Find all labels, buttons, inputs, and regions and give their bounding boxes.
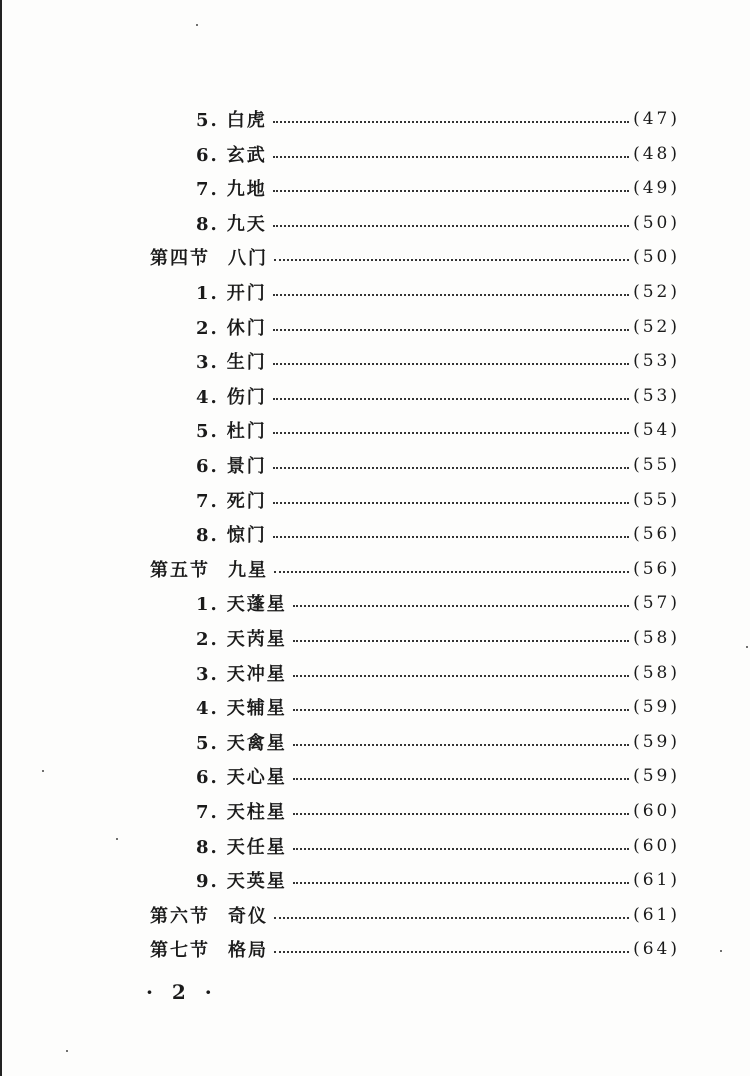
dot-leader — [274, 917, 629, 919]
toc-section-number: 第六节 — [150, 905, 210, 927]
toc-page-reference: (60) — [633, 801, 680, 821]
dot-leader — [273, 502, 629, 504]
toc-section-number: 第四节 — [150, 248, 210, 270]
toc-entry — [0, 173, 680, 203]
toc-entry — [0, 658, 680, 688]
scan-speck — [42, 770, 44, 772]
toc-entry-label — [150, 902, 268, 928]
toc-entry-title: 奇仪 — [228, 905, 268, 927]
dot-leader — [293, 848, 629, 850]
toc-page-reference: (48) — [633, 143, 680, 164]
dot-leader — [293, 709, 629, 711]
toc-entry — [0, 450, 680, 480]
toc-entry-label — [196, 487, 267, 513]
scan-speck — [746, 646, 748, 648]
toc-page-reference: (59) — [633, 766, 680, 787]
dot-leader — [273, 536, 629, 538]
dot-leader — [273, 294, 629, 296]
dot-leader — [273, 329, 629, 331]
toc-entry-title: 天心星 — [226, 767, 287, 789]
toc-page-reference: (55) — [633, 455, 680, 475]
toc-section-entry — [0, 554, 680, 584]
toc-entry-number: 8. — [196, 525, 219, 547]
dot-leader — [293, 605, 629, 607]
scan-speck — [196, 24, 198, 26]
toc-entry-title: 天冲星 — [226, 663, 287, 685]
toc-entry-number: 2. — [196, 317, 219, 339]
toc-entry-title: 天任星 — [226, 836, 287, 858]
toc-entry — [0, 312, 680, 342]
toc-page-reference: (53) — [633, 385, 680, 406]
toc-entry — [0, 588, 680, 618]
toc-entry — [0, 485, 680, 515]
toc-entry — [0, 692, 680, 722]
toc-entry-title: 九地 — [226, 179, 267, 201]
toc-entry-number: 3. — [196, 352, 219, 374]
toc-entry-number: 4. — [196, 698, 219, 720]
toc-page-reference: (53) — [633, 351, 680, 372]
toc-page-reference: (61) — [633, 870, 680, 891]
toc-entry-label — [150, 556, 268, 582]
toc-page-reference: (49) — [633, 178, 680, 199]
toc-entry-title: 玄武 — [226, 144, 267, 166]
toc-entry-label — [196, 106, 267, 132]
toc-entry — [0, 623, 680, 653]
dot-leader — [293, 744, 629, 746]
dot-leader — [293, 813, 629, 815]
toc-page-reference: (56) — [633, 558, 680, 579]
scan-speck — [66, 1050, 68, 1052]
toc-entry-number: 7. — [196, 802, 219, 823]
toc-entry-label — [196, 867, 287, 893]
toc-entry-title: 开门 — [226, 283, 267, 304]
toc-page-reference: (52) — [633, 282, 680, 302]
dot-leader — [274, 951, 629, 953]
toc-section-entry — [0, 934, 680, 964]
toc-entry-label — [196, 590, 287, 616]
dot-leader — [273, 467, 629, 469]
toc-entry-title: 生门 — [226, 352, 267, 374]
dot-leader — [274, 259, 629, 261]
toc-entry-title: 白虎 — [226, 110, 267, 131]
toc-entry-label — [196, 729, 287, 755]
toc-entry-label — [196, 625, 287, 651]
toc-entry-title: 格局 — [228, 940, 268, 962]
toc-entry — [0, 796, 680, 826]
dot-leader — [293, 882, 629, 884]
toc-section-entry — [0, 242, 680, 272]
page-number: · 2 · — [146, 980, 218, 1004]
toc-entry-title: 天芮星 — [226, 629, 287, 650]
toc-entry — [0, 346, 680, 376]
toc-entry-number: 5. — [196, 110, 219, 131]
toc-entry-label — [196, 452, 267, 478]
toc-entry-title: 天辅星 — [226, 698, 287, 720]
toc-entry — [0, 519, 680, 549]
toc-page-reference: (58) — [633, 662, 680, 683]
toc-page-reference: (58) — [633, 628, 680, 648]
dot-leader — [273, 225, 629, 227]
toc-entry — [0, 865, 680, 895]
toc-page-reference: (59) — [633, 697, 680, 718]
toc-page-reference: (60) — [633, 835, 680, 856]
toc-entry — [0, 208, 680, 238]
toc-entry-title: 伤门 — [226, 386, 267, 408]
toc-entry-number: 6. — [196, 144, 219, 166]
toc-entry-label — [196, 660, 287, 686]
dot-leader — [293, 778, 629, 780]
toc-entry-number: 2. — [196, 629, 219, 650]
toc-section-number: 第五节 — [150, 559, 210, 581]
dot-leader — [273, 121, 629, 123]
toc-page-reference: (50) — [633, 212, 680, 233]
scan-speck — [720, 950, 722, 952]
toc-entry-title: 惊门 — [226, 525, 267, 547]
toc-entry-number: 5. — [196, 421, 219, 443]
toc-entry-number: 3. — [196, 663, 219, 685]
toc-entry-label — [196, 521, 267, 547]
toc-entry-label — [196, 141, 267, 167]
toc-page-reference: (54) — [633, 420, 680, 441]
toc-entry-label — [196, 279, 267, 305]
toc-entry — [0, 415, 680, 445]
toc-section-entry — [0, 900, 680, 930]
dot-leader — [273, 190, 629, 192]
toc-entry-title: 八门 — [228, 248, 268, 270]
toc-entry — [0, 727, 680, 757]
toc-entry-number: 8. — [196, 836, 219, 858]
toc-entry-number: 7. — [196, 179, 219, 201]
toc-entry-label — [196, 314, 267, 340]
toc-entry-label — [196, 210, 267, 236]
toc-entry-title: 九天 — [226, 213, 267, 235]
dot-leader — [273, 432, 629, 434]
toc-page-reference: (47) — [633, 109, 680, 129]
toc-entry — [0, 139, 680, 169]
toc-entry — [0, 104, 680, 134]
dot-leader — [273, 156, 629, 158]
toc-page-reference: (52) — [633, 316, 680, 337]
toc-entry-label — [196, 348, 267, 374]
toc-page-reference: (61) — [633, 904, 680, 925]
toc-entry — [0, 381, 680, 411]
toc-entry-number: 6. — [196, 767, 219, 789]
toc-entry-number: 6. — [196, 456, 219, 477]
toc-entry-label — [196, 383, 267, 409]
toc-page-reference: (56) — [633, 524, 680, 545]
toc-entry-label — [196, 694, 287, 720]
toc-entry-label — [196, 798, 287, 824]
toc-entry — [0, 761, 680, 791]
toc-entry-title: 杜门 — [226, 421, 267, 443]
toc-page-reference: (59) — [633, 731, 680, 752]
dot-leader — [273, 363, 629, 365]
toc-entry-title: 天英星 — [226, 871, 287, 893]
toc-entry-number: 5. — [196, 732, 219, 754]
toc-entry — [0, 277, 680, 307]
toc-entry-number: 7. — [196, 490, 219, 512]
toc-page-reference: (64) — [633, 939, 680, 960]
toc-entry-label — [150, 936, 268, 962]
toc-entry-number: 8. — [196, 213, 219, 235]
toc-entry — [0, 831, 680, 861]
toc-page-reference: (50) — [633, 247, 680, 268]
dot-leader — [293, 675, 629, 677]
toc-entry-title: 景门 — [226, 456, 267, 477]
toc-entry-number: 9. — [196, 871, 219, 893]
dot-leader — [273, 398, 629, 400]
toc-entry-title: 天蓬星 — [226, 594, 287, 616]
toc-page-reference: (57) — [633, 593, 680, 614]
dot-leader — [274, 571, 629, 573]
toc-entry-title: 天柱星 — [226, 802, 287, 823]
toc-entry-label — [196, 175, 267, 201]
toc-entry-title: 九星 — [228, 559, 268, 581]
toc-entry-number: 4. — [196, 386, 219, 408]
toc-section-number: 第七节 — [150, 940, 210, 962]
toc-entry-title: 死门 — [226, 490, 267, 512]
scan-speck — [116, 838, 118, 840]
dot-leader — [293, 640, 629, 642]
toc-entry-label — [196, 417, 267, 443]
toc-entry-number: 1. — [196, 594, 219, 616]
toc-page-reference: (55) — [633, 489, 680, 510]
toc-entry-title: 天禽星 — [226, 732, 287, 754]
toc-entry-label — [196, 763, 287, 789]
toc-entry-number: 1. — [196, 283, 219, 304]
toc-entry-label — [196, 833, 287, 859]
toc-entry-label — [150, 244, 268, 270]
toc-entry-title: 休门 — [226, 317, 267, 339]
